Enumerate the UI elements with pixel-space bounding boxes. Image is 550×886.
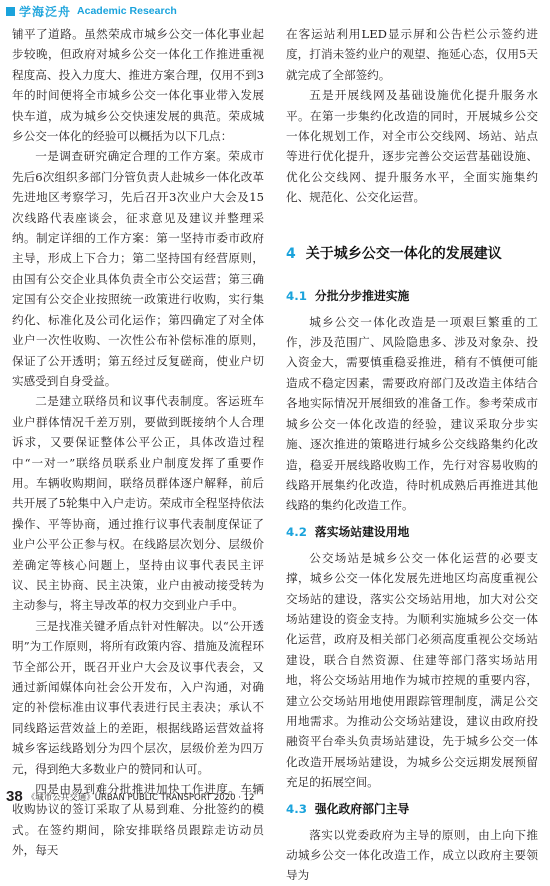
subsection-number: 4.3 xyxy=(286,801,307,816)
subsection-title: 分批分步推进实施 xyxy=(314,288,410,303)
paragraph: 二是建立联络员和议事代表制度。客运班车业户群体情况千差万别，要做到既接纳个人合理诉求，又要保证整体公平公正，具体改造过程中“一对一”联络员联系业户制度发挥了重要作用。车辆收购期间，联络员群体逐户解释，前后共开展了5轮集中入户走访。荣成市全程坚持依法操作、平等协商，通过推行议事代表制度保证了业户公平公正参与权。在线路层次划分、层级价差确定等核心问题上，坚持由议事代表民主评议、民主协商、民主决策，业户由被动接受转为主动参与，将主导改革的权力交到业户手中。 xyxy=(12,394,264,613)
subsection-number: 4.2 xyxy=(286,524,307,539)
page-number: 38 xyxy=(6,788,23,805)
paragraph: 城乡公交一体化改造是一项艰巨繁重的工作，涉及范围广、风险隐患多、涉及对象杂、投入资金大，需要慎重稳妥推进，稍有不慎便可能造成不稳定因素，需要政府部门及改造主体结合各地实际情况开展细致的准备工作。参考荣成市城乡公交一体化改造的经验，建议采取分步实施、逐次推进的策略进行城乡公交线路集约化改造，稳妥开展线路收购工作，先行对容易收购的线路开展集约化改造，待时机成熟后再推进其他线路的集约化改造工作。 xyxy=(286,314,538,513)
header-subtitle: Academic Research xyxy=(77,5,177,17)
paragraph: 落实以党委政府为主导的原则，由上向下推动城乡公交一体化改造工作，成立以政府主要领导为 xyxy=(286,827,538,883)
page-footer xyxy=(6,789,254,805)
paragraph: 四是由易到难分批推进加快工作进度。车辆收购协议的签订采取了从易到难、分批签约的模式。在签约期间，除安排联络员跟踪走访动员外，每天 xyxy=(12,782,264,858)
subsection-title: 强化政府部门主导 xyxy=(314,801,410,816)
paragraph: 五是开展线网及基础设施优化提升服务水平。在第一步集约化改造的同时，开展城乡公交一体化规划工作，对全市公交线网、场站、站点等进行优化提升，逐步完善公交运营基础设施、优化公交线网、提升服务水平，全面实施集约化、规范化、公交化运营。 xyxy=(286,88,538,205)
paragraph: 在客运站利用LED显示屏和公告栏公示签约进度，打消未签约业户的观望、拖延心态，仅用5天就完成了全部签约。 xyxy=(286,27,538,82)
section-number: 4 xyxy=(286,245,296,262)
publication-info: 《城市公共交通》URBAN PUBLIC TRANSPORT 2020 · 12 xyxy=(26,793,255,803)
paragraph: 一是调查研究确定合理的工作方案。荣成市先后6次组织多部门分管负责人赴城乡一体化改革先进地区考察学习，先后召开3次业户大会及15次线路代表座谈会，征求意见及建议并整理采纳。制定详细的工作方案：第一坚持市委市政府主导，形成上下合力；第二坚持国有经营原则，由国有公交企业具体负责全市公交运营；第三确定国有公交企业按照统一政策进行收购，实行集约化、标准化及公司化运作；第四确定了对全体业户一次性收购、一次性公布补偿标准的原则，保证了公开透明；第五经过反复磋商，使业户切实感受到自身受益。 xyxy=(12,149,264,388)
right-column xyxy=(286,24,538,886)
paragraph: 铺平了道路。虽然荣成市城乡公交一体化事业起步较晚，但政府对城乡公交一体化工作推进重视程度高、投入力度大、推进方案合理，仅用不到3年的时间便将全市城乡公交一体化事业带入发展快车道，成为城乡公交快速发展的典范。荣成城乡公交一体化的经验可以概括为以下几点： xyxy=(12,27,264,144)
subsection-title: 落实场站建设用地 xyxy=(314,524,410,539)
page-header xyxy=(0,0,550,22)
subsection-heading xyxy=(286,522,538,542)
section-title: 关于城乡公交一体化的发展建议 xyxy=(305,245,502,262)
subsection-heading xyxy=(286,286,538,306)
header-marker-icon xyxy=(6,7,15,16)
paragraph: 三是找准关键矛盾点针对性解决。以“公开透明”为工作原则，将所有政策内容、措施及流程环节全部公开，既召开业户大会及议事代表会，又通过新闻媒体向社会公开发布，入户沟通，对确定的补偿标准由议事代表进行民主表决；承认不同线路运营效益上的差距，根据线路运营效益将城乡客运线路划分为四个层次，层级价差为四万元，得到绝大多数业户的赞同和认可。 xyxy=(12,618,264,776)
subsection-number: 4.1 xyxy=(286,288,307,303)
subsection-heading xyxy=(286,799,538,819)
header-title: 学海泛舟 xyxy=(19,4,72,19)
section-heading xyxy=(286,244,538,264)
left-column xyxy=(12,24,264,861)
paragraph: 公交场站是城乡公交一体化运营的必要支撑，城乡公交一体化发展先进地区均高度重视公交场站的建设，落实公交场站用地，加大对公交场站建设的资金支持。为顺利实施城乡公交一体化运营，政府及相关部门必须高度重视公交场站建设，联合自然资源、住建等部门落实场站用地，将公交场站用地作为城市控规的重要内容，建立公交场站用地使用跟踪管理制度，满足公交用地需求。为推动公交场站建设，建议由政府投融资平台牵头负责场站建设，先于城乡公交一体化改造开展场站建设，为城乡公交远期发展预留充足的拓展空间。 xyxy=(286,550,538,790)
